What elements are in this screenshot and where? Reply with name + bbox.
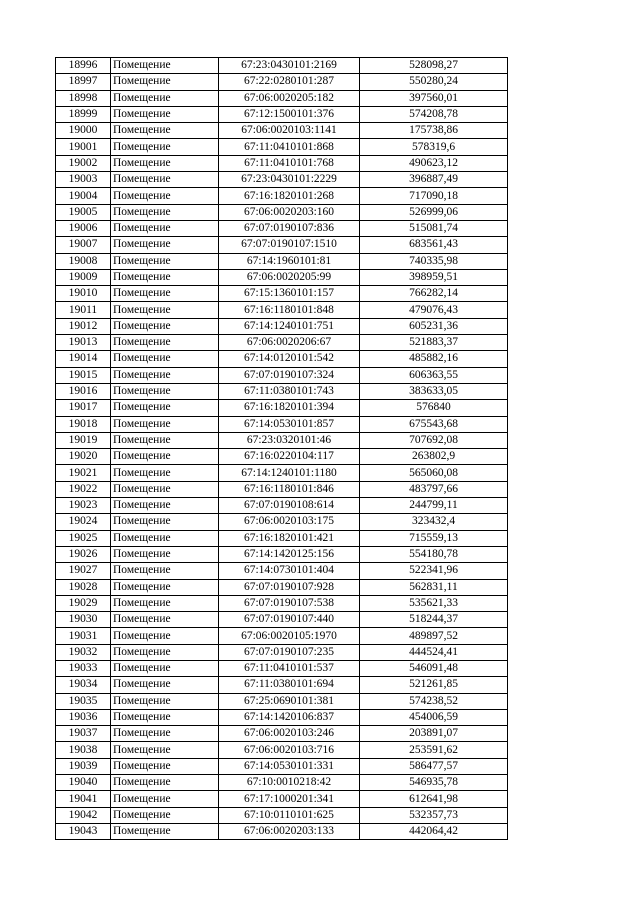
table-row — [56, 546, 508, 562]
object-type-cell: Помещение — [111, 530, 219, 546]
object-type-cell: Помещение — [111, 106, 219, 122]
object-type-cell: Помещение — [111, 726, 219, 742]
table-row — [56, 400, 508, 416]
row-number-cell: 19002 — [56, 155, 111, 171]
cadastral-number-cell: 67:23:0430101:2169 — [219, 58, 360, 74]
cadastral-number-cell: 67:16:0220104:117 — [219, 449, 360, 465]
cadastral-value-cell: 578319,6 — [360, 139, 508, 155]
row-number-cell: 19026 — [56, 546, 111, 562]
table-row — [56, 220, 508, 236]
registry-table — [55, 57, 508, 840]
row-number-cell: 18996 — [56, 58, 111, 74]
row-number-cell: 19025 — [56, 530, 111, 546]
cadastral-value-cell: 554180,78 — [360, 546, 508, 562]
cadastral-number-cell: 67:14:1420106:837 — [219, 709, 360, 725]
row-number-cell: 19023 — [56, 498, 111, 514]
table-row — [56, 693, 508, 709]
cadastral-value-cell: 717090,18 — [360, 188, 508, 204]
row-number-cell: 18998 — [56, 90, 111, 106]
table-row — [56, 481, 508, 497]
table-row — [56, 726, 508, 742]
cadastral-number-cell: 67:06:0020205:182 — [219, 90, 360, 106]
cadastral-value-cell: 263802,9 — [360, 449, 508, 465]
row-number-cell: 19042 — [56, 807, 111, 823]
table-row — [56, 172, 508, 188]
object-type-cell: Помещение — [111, 677, 219, 693]
object-type-cell: Помещение — [111, 253, 219, 269]
table-row — [56, 775, 508, 791]
object-type-cell: Помещение — [111, 775, 219, 791]
table-row — [56, 612, 508, 628]
cadastral-value-cell: 526999,06 — [360, 204, 508, 220]
cadastral-number-cell: 67:07:0190107:1510 — [219, 237, 360, 253]
object-type-cell: Помещение — [111, 449, 219, 465]
table-row — [56, 335, 508, 351]
object-type-cell: Помещение — [111, 758, 219, 774]
object-type-cell: Помещение — [111, 188, 219, 204]
object-type-cell: Помещение — [111, 302, 219, 318]
table-row — [56, 628, 508, 644]
cadastral-number-cell: 67:06:0020103:716 — [219, 742, 360, 758]
cadastral-value-cell: 683561,43 — [360, 237, 508, 253]
cadastral-value-cell: 605231,36 — [360, 318, 508, 334]
object-type-cell: Помещение — [111, 693, 219, 709]
row-number-cell: 19003 — [56, 172, 111, 188]
cadastral-value-cell: 253591,62 — [360, 742, 508, 758]
table-row — [56, 351, 508, 367]
table-row — [56, 498, 508, 514]
cadastral-number-cell: 67:15:1360101:157 — [219, 286, 360, 302]
cadastral-number-cell: 67:07:0190107:235 — [219, 644, 360, 660]
table-row — [56, 237, 508, 253]
row-number-cell: 19036 — [56, 709, 111, 725]
cadastral-number-cell: 67:06:0020103:246 — [219, 726, 360, 742]
object-type-cell: Помещение — [111, 286, 219, 302]
table-row — [56, 432, 508, 448]
cadastral-number-cell: 67:11:0380101:694 — [219, 677, 360, 693]
table-row — [56, 416, 508, 432]
object-type-cell: Помещение — [111, 416, 219, 432]
object-type-cell: Помещение — [111, 660, 219, 676]
cadastral-value-cell: 397560,01 — [360, 90, 508, 106]
table-row — [56, 807, 508, 823]
table-row — [56, 204, 508, 220]
cadastral-number-cell: 67:23:0320101:46 — [219, 432, 360, 448]
object-type-cell: Помещение — [111, 742, 219, 758]
cadastral-value-cell: 175738,86 — [360, 123, 508, 139]
cadastral-number-cell: 67:16:1820101:421 — [219, 530, 360, 546]
row-number-cell: 19001 — [56, 139, 111, 155]
row-number-cell: 19031 — [56, 628, 111, 644]
cadastral-number-cell: 67:07:0190107:836 — [219, 220, 360, 236]
table-row — [56, 449, 508, 465]
row-number-cell: 19037 — [56, 726, 111, 742]
cadastral-number-cell: 67:14:1240101:1180 — [219, 465, 360, 481]
row-number-cell: 19009 — [56, 269, 111, 285]
cadastral-number-cell: 67:06:0020203:160 — [219, 204, 360, 220]
object-type-cell: Помещение — [111, 123, 219, 139]
object-type-cell: Помещение — [111, 432, 219, 448]
object-type-cell: Помещение — [111, 74, 219, 90]
cadastral-number-cell: 67:11:0410101:768 — [219, 155, 360, 171]
table-row — [56, 742, 508, 758]
cadastral-number-cell: 67:16:1820101:394 — [219, 400, 360, 416]
row-number-cell: 19033 — [56, 660, 111, 676]
table-row — [56, 758, 508, 774]
cadastral-number-cell: 67:07:0190107:928 — [219, 579, 360, 595]
row-number-cell: 19027 — [56, 563, 111, 579]
object-type-cell: Помещение — [111, 172, 219, 188]
row-number-cell: 19020 — [56, 449, 111, 465]
object-type-cell: Помещение — [111, 383, 219, 399]
table-row — [56, 74, 508, 90]
table-row — [56, 530, 508, 546]
row-number-cell: 19017 — [56, 400, 111, 416]
cadastral-number-cell: 67:07:0190107:440 — [219, 612, 360, 628]
cadastral-value-cell: 576840 — [360, 400, 508, 416]
cadastral-value-cell: 454006,59 — [360, 709, 508, 725]
cadastral-value-cell: 442064,42 — [360, 823, 508, 839]
row-number-cell: 19011 — [56, 302, 111, 318]
object-type-cell: Помещение — [111, 269, 219, 285]
row-number-cell: 19004 — [56, 188, 111, 204]
cadastral-value-cell: 574238,52 — [360, 693, 508, 709]
row-number-cell: 18997 — [56, 74, 111, 90]
cadastral-value-cell: 398959,51 — [360, 269, 508, 285]
object-type-cell: Помещение — [111, 351, 219, 367]
cadastral-value-cell: 521883,37 — [360, 335, 508, 351]
cadastral-number-cell: 67:14:0120101:542 — [219, 351, 360, 367]
object-type-cell: Помещение — [111, 318, 219, 334]
object-type-cell: Помещение — [111, 481, 219, 497]
row-number-cell: 19006 — [56, 220, 111, 236]
object-type-cell: Помещение — [111, 579, 219, 595]
row-number-cell: 19043 — [56, 823, 111, 839]
cadastral-number-cell: 67:06:0020206:67 — [219, 335, 360, 351]
cadastral-value-cell: 483797,66 — [360, 481, 508, 497]
object-type-cell: Помещение — [111, 204, 219, 220]
table-row — [56, 58, 508, 74]
row-number-cell: 19024 — [56, 514, 111, 530]
object-type-cell: Помещение — [111, 823, 219, 839]
cadastral-value-cell: 675543,68 — [360, 416, 508, 432]
cadastral-value-cell: 546935,78 — [360, 775, 508, 791]
row-number-cell: 19010 — [56, 286, 111, 302]
cadastral-number-cell: 67:16:1180101:848 — [219, 302, 360, 318]
object-type-cell: Помещение — [111, 563, 219, 579]
row-number-cell: 19007 — [56, 237, 111, 253]
row-number-cell: 19016 — [56, 383, 111, 399]
row-number-cell: 19022 — [56, 481, 111, 497]
table-row — [56, 318, 508, 334]
cadastral-value-cell: 606363,55 — [360, 367, 508, 383]
object-type-cell: Помещение — [111, 465, 219, 481]
cadastral-number-cell: 67:11:0410101:537 — [219, 660, 360, 676]
cadastral-number-cell: 67:06:0020205:99 — [219, 269, 360, 285]
object-type-cell: Помещение — [111, 791, 219, 807]
cadastral-value-cell: 518244,37 — [360, 612, 508, 628]
cadastral-value-cell: 715559,13 — [360, 530, 508, 546]
object-type-cell: Помещение — [111, 644, 219, 660]
registry-table-body — [56, 58, 508, 840]
object-type-cell: Помещение — [111, 709, 219, 725]
row-number-cell: 19032 — [56, 644, 111, 660]
cadastral-number-cell: 67:14:1240101:751 — [219, 318, 360, 334]
row-number-cell: 19029 — [56, 595, 111, 611]
cadastral-value-cell: 528098,27 — [360, 58, 508, 74]
cadastral-value-cell: 396887,49 — [360, 172, 508, 188]
cadastral-value-cell: 562831,11 — [360, 579, 508, 595]
cadastral-value-cell: 383633,05 — [360, 383, 508, 399]
object-type-cell: Помещение — [111, 237, 219, 253]
object-type-cell: Помещение — [111, 58, 219, 74]
row-number-cell: 19013 — [56, 335, 111, 351]
row-number-cell: 19038 — [56, 742, 111, 758]
cadastral-number-cell: 67:06:0020103:175 — [219, 514, 360, 530]
table-row — [56, 465, 508, 481]
cadastral-value-cell: 550280,24 — [360, 74, 508, 90]
cadastral-number-cell: 67:11:0410101:868 — [219, 139, 360, 155]
cadastral-number-cell: 67:07:0190108:614 — [219, 498, 360, 514]
table-row — [56, 155, 508, 171]
cadastral-number-cell: 67:23:0430101:2229 — [219, 172, 360, 188]
object-type-cell: Помещение — [111, 612, 219, 628]
table-row — [56, 579, 508, 595]
row-number-cell: 19015 — [56, 367, 111, 383]
row-number-cell: 19008 — [56, 253, 111, 269]
cadastral-value-cell: 521261,85 — [360, 677, 508, 693]
cadastral-number-cell: 67:07:0190107:324 — [219, 367, 360, 383]
row-number-cell: 19040 — [56, 775, 111, 791]
object-type-cell: Помещение — [111, 90, 219, 106]
cadastral-value-cell: 444524,41 — [360, 644, 508, 660]
cadastral-value-cell: 479076,43 — [360, 302, 508, 318]
cadastral-number-cell: 67:14:1420125:156 — [219, 546, 360, 562]
cadastral-value-cell: 489897,52 — [360, 628, 508, 644]
table-row — [56, 514, 508, 530]
cadastral-value-cell: 707692,08 — [360, 432, 508, 448]
cadastral-value-cell: 244799,11 — [360, 498, 508, 514]
table-row — [56, 791, 508, 807]
cadastral-value-cell: 485882,16 — [360, 351, 508, 367]
row-number-cell: 19041 — [56, 791, 111, 807]
row-number-cell: 19030 — [56, 612, 111, 628]
table-row — [56, 383, 508, 399]
row-number-cell: 19039 — [56, 758, 111, 774]
cadastral-number-cell: 67:14:1960101:81 — [219, 253, 360, 269]
table-row — [56, 644, 508, 660]
row-number-cell: 19035 — [56, 693, 111, 709]
cadastral-value-cell: 586477,57 — [360, 758, 508, 774]
cadastral-number-cell: 67:22:0280101:287 — [219, 74, 360, 90]
cadastral-value-cell: 740335,98 — [360, 253, 508, 269]
table-row — [56, 286, 508, 302]
table-row — [56, 595, 508, 611]
cadastral-number-cell: 67:14:0530101:331 — [219, 758, 360, 774]
cadastral-number-cell: 67:06:0020203:133 — [219, 823, 360, 839]
cadastral-number-cell: 67:14:0530101:857 — [219, 416, 360, 432]
row-number-cell: 19014 — [56, 351, 111, 367]
object-type-cell: Помещение — [111, 220, 219, 236]
cadastral-value-cell: 490623,12 — [360, 155, 508, 171]
row-number-cell: 19005 — [56, 204, 111, 220]
cadastral-value-cell: 535621,33 — [360, 595, 508, 611]
object-type-cell: Помещение — [111, 628, 219, 644]
object-type-cell: Помещение — [111, 367, 219, 383]
object-type-cell: Помещение — [111, 400, 219, 416]
cadastral-number-cell: 67:11:0380101:743 — [219, 383, 360, 399]
cadastral-number-cell: 67:12:1500101:376 — [219, 106, 360, 122]
object-type-cell: Помещение — [111, 335, 219, 351]
table-row — [56, 563, 508, 579]
table-row — [56, 106, 508, 122]
cadastral-number-cell: 67:17:1000201:341 — [219, 791, 360, 807]
row-number-cell: 19021 — [56, 465, 111, 481]
object-type-cell: Помещение — [111, 807, 219, 823]
table-row — [56, 660, 508, 676]
cadastral-number-cell: 67:10:0110101:625 — [219, 807, 360, 823]
cadastral-value-cell: 522341,96 — [360, 563, 508, 579]
cadastral-value-cell: 766282,14 — [360, 286, 508, 302]
cadastral-value-cell: 532357,73 — [360, 807, 508, 823]
table-row — [56, 823, 508, 839]
cadastral-value-cell: 323432,4 — [360, 514, 508, 530]
object-type-cell: Помещение — [111, 595, 219, 611]
cadastral-number-cell: 67:10:0010218:42 — [219, 775, 360, 791]
object-type-cell: Помещение — [111, 155, 219, 171]
cadastral-value-cell: 515081,74 — [360, 220, 508, 236]
row-number-cell: 19034 — [56, 677, 111, 693]
object-type-cell: Помещение — [111, 498, 219, 514]
table-row — [56, 269, 508, 285]
cadastral-number-cell: 67:06:0020105:1970 — [219, 628, 360, 644]
cadastral-value-cell: 546091,48 — [360, 660, 508, 676]
table-row — [56, 677, 508, 693]
table-row — [56, 188, 508, 204]
cadastral-number-cell: 67:06:0020103:1141 — [219, 123, 360, 139]
object-type-cell: Помещение — [111, 139, 219, 155]
cadastral-value-cell: 565060,08 — [360, 465, 508, 481]
table-row — [56, 253, 508, 269]
table-row — [56, 90, 508, 106]
row-number-cell: 19000 — [56, 123, 111, 139]
cadastral-number-cell: 67:07:0190107:538 — [219, 595, 360, 611]
row-number-cell: 18999 — [56, 106, 111, 122]
cadastral-number-cell: 67:16:1820101:268 — [219, 188, 360, 204]
table-row — [56, 302, 508, 318]
object-type-cell: Помещение — [111, 546, 219, 562]
cadastral-value-cell: 574208,78 — [360, 106, 508, 122]
table-row — [56, 367, 508, 383]
cadastral-value-cell: 612641,98 — [360, 791, 508, 807]
table-row — [56, 139, 508, 155]
table-row — [56, 709, 508, 725]
cadastral-number-cell: 67:14:0730101:404 — [219, 563, 360, 579]
row-number-cell: 19018 — [56, 416, 111, 432]
row-number-cell: 19012 — [56, 318, 111, 334]
cadastral-value-cell: 203891,07 — [360, 726, 508, 742]
cadastral-number-cell: 67:16:1180101:846 — [219, 481, 360, 497]
row-number-cell: 19028 — [56, 579, 111, 595]
cadastral-number-cell: 67:25:0690101:381 — [219, 693, 360, 709]
table-row — [56, 123, 508, 139]
row-number-cell: 19019 — [56, 432, 111, 448]
object-type-cell: Помещение — [111, 514, 219, 530]
